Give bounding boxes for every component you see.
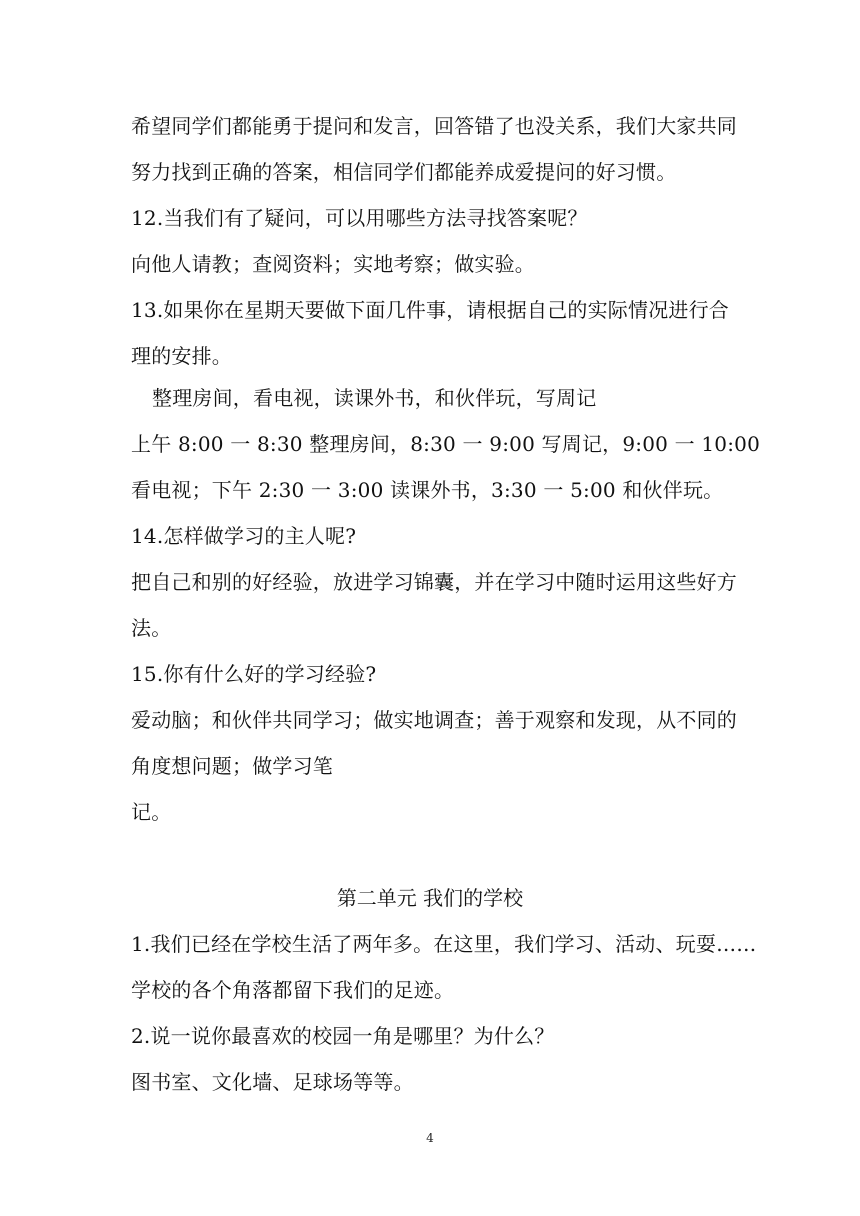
answer-12: 向他人请教；查阅资料；实地考察；做实验。	[131, 252, 535, 276]
answer-14-continued: 法。	[131, 616, 172, 640]
answer-15-continued: 角度想问题；做学习笔	[131, 754, 333, 778]
question-12: 12.当我们有了疑问，可以用哪些方法寻找答案呢？	[131, 206, 588, 230]
answer-15-end: 记。	[131, 800, 172, 824]
section-heading: 第二单元 我们的学校	[336, 886, 524, 910]
answer-14: 把自己和别的好经验，放进学习锦囊，并在学习中随时运用这些好方	[131, 570, 737, 594]
answer-13-continued: 看电视；下午 2:30 一 3:00 读课外书，3:30 一 5:00 和伙伴玩。	[131, 478, 724, 502]
question-13: 13.如果你在星期天要做下面几件事，请根据自己的实际情况进行合	[131, 298, 730, 322]
section-question-1: 1.我们已经在学校生活了两年多。在这里，我们学习、活动、玩耍……	[131, 932, 757, 956]
section-answer-2: 图书室、文化墙、足球场等等。	[131, 1070, 414, 1094]
section-question-1-continued: 学校的各个角落都留下我们的足迹。	[131, 978, 455, 1002]
paragraph-line: 希望同学们都能勇于提问和发言，回答错了也没关系，我们大家共同	[131, 114, 737, 138]
answer-13: 上午 8:00 一 8:30 整理房间，8:30 一 9:00 写周记，9:00 一 10:00	[131, 432, 761, 456]
page-number: 4	[426, 1131, 434, 1145]
task-list: 整理房间，看电视，读课外书，和伙伴玩，写周记	[152, 386, 597, 410]
paragraph-line: 努力找到正确的答案，相信同学们都能养成爱提问的好习惯。	[131, 160, 677, 184]
section-question-2: 2.说一说你最喜欢的校园一角是哪里？为什么？	[131, 1024, 555, 1048]
answer-15: 爱动脑；和伙伴共同学习；做实地调查；善于观察和发现，从不同的	[131, 708, 737, 732]
question-14: 14.怎样做学习的主人呢?	[131, 524, 357, 548]
question-13-continued: 理的安排。	[131, 344, 232, 368]
question-15: 15.你有什么好的学习经验?	[131, 662, 377, 686]
